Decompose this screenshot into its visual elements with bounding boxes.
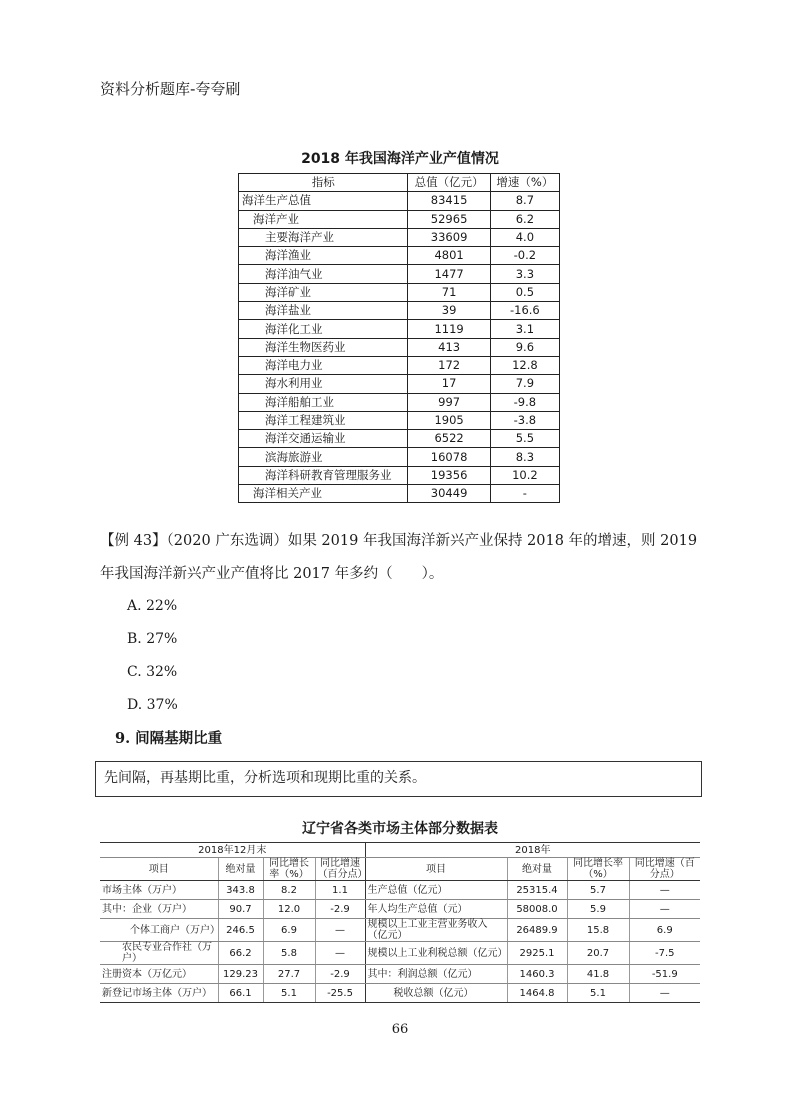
growth-cell: 3.3 (490, 265, 559, 283)
value-cell: 1119 (408, 320, 490, 338)
table-row (239, 466, 560, 484)
table-row (100, 942, 700, 965)
value-cell: -51.9 (629, 965, 700, 984)
value-cell: 71 (408, 283, 490, 301)
item-cell: 其中：利润总额（亿元） (365, 965, 507, 984)
indicator-cell: 海洋船舶工业 (239, 393, 408, 411)
value-cell: 30449 (408, 485, 490, 503)
value-cell: 5.7 (567, 881, 629, 900)
value-cell: — (629, 900, 700, 919)
growth-cell: -16.6 (490, 302, 559, 320)
value-cell: 5.9 (567, 900, 629, 919)
item-cell: 年人均生产总值（元） (365, 900, 507, 919)
item-cell: 规模以上工业利税总额（亿元） (365, 942, 507, 965)
value-cell: 16078 (408, 448, 490, 466)
value-cell: 39 (408, 302, 490, 320)
column-header: 总值（亿元） (408, 174, 490, 192)
item-cell: 注册资本（万亿元） (100, 965, 218, 984)
growth-cell: 5.5 (490, 430, 559, 448)
table-row (239, 247, 560, 265)
table-row (239, 393, 560, 411)
value-cell: 343.8 (218, 881, 263, 900)
value-cell: 2925.1 (507, 942, 567, 965)
value-cell: 6522 (408, 430, 490, 448)
growth-cell: 4.0 (490, 228, 559, 246)
value-cell: 52965 (408, 210, 490, 228)
value-cell: 66.1 (218, 984, 263, 1003)
page-number: 66 (391, 1022, 409, 1037)
option-b[interactable]: B. 27% (127, 631, 178, 647)
indicator-cell: 海洋工程建筑业 (239, 411, 408, 429)
column-header: 同比增速（百分点） (629, 858, 700, 881)
column-header: 绝对量 (507, 858, 567, 881)
group-header-row (100, 843, 700, 858)
column-header-row (100, 858, 700, 881)
value-cell: — (629, 881, 700, 900)
indicator-cell: 海洋渔业 (239, 247, 408, 265)
column-header: 绝对量 (218, 858, 263, 881)
indicator-cell: 海水利用业 (239, 375, 408, 393)
option-d[interactable]: D. 37% (127, 697, 178, 713)
indicator-cell: 海洋产业 (239, 210, 408, 228)
value-cell: — (315, 919, 365, 942)
growth-cell: 7.9 (490, 375, 559, 393)
value-cell: 8.2 (263, 881, 315, 900)
item-cell: 个体工商户（万户） (100, 919, 218, 942)
column-header: 同比增长率（%） (567, 858, 629, 881)
value-cell: 413 (408, 338, 490, 356)
value-cell: 129.23 (218, 965, 263, 984)
question-line-1: 【例 43】（2020 广东选调）如果 2019 年我国海洋新兴产业保持 2018 年的增速，则 2019 (100, 533, 698, 549)
liaoning-market-table (100, 842, 700, 1003)
table-row (239, 338, 560, 356)
value-cell: -2.9 (315, 900, 365, 919)
table-row (239, 375, 560, 393)
value-cell: 66.2 (218, 942, 263, 965)
indicator-cell: 海洋生产总值 (239, 192, 408, 210)
indicator-cell: 海洋盐业 (239, 302, 408, 320)
growth-cell: 9.6 (490, 338, 559, 356)
value-cell: 1905 (408, 411, 490, 429)
growth-cell: -3.8 (490, 411, 559, 429)
value-cell: 17 (408, 375, 490, 393)
option-a[interactable]: A. 22% (127, 598, 178, 614)
item-cell: 新登记市场主体（万户） (100, 984, 218, 1003)
value-cell: 58008.0 (507, 900, 567, 919)
indicator-cell: 海洋矿业 (239, 283, 408, 301)
table-row (100, 881, 700, 900)
item-cell: 生产总值（亿元） (365, 881, 507, 900)
column-header: 同比增速（百分点） (315, 858, 365, 881)
column-header: 项目 (365, 858, 507, 881)
growth-cell: 8.3 (490, 448, 559, 466)
ocean-industry-table (238, 173, 560, 503)
question-line-2: 年我国海洋新兴产业产值将比 2017 年多约（ ）。 (100, 566, 444, 582)
table-row (100, 965, 700, 984)
indicator-cell: 海洋生物医药业 (239, 338, 408, 356)
value-cell: 15.8 (567, 919, 629, 942)
table-row (239, 485, 560, 503)
value-cell: 12.0 (263, 900, 315, 919)
column-header: 增速（%） (490, 174, 559, 192)
value-cell: -25.5 (315, 984, 365, 1003)
value-cell: 1460.3 (507, 965, 567, 984)
indicator-cell: 海洋化工业 (239, 320, 408, 338)
value-cell: 5.1 (263, 984, 315, 1003)
item-cell: 规模以上工业主营业务收入（亿元） (365, 919, 507, 942)
indicator-cell: 海洋相关产业 (239, 485, 408, 503)
value-cell: 1464.8 (507, 984, 567, 1003)
indicator-cell: 海洋科研教育管理服务业 (239, 466, 408, 484)
table-row (239, 430, 560, 448)
value-cell: — (315, 942, 365, 965)
table-row (239, 302, 560, 320)
value-cell: 27.7 (263, 965, 315, 984)
table-row (239, 411, 560, 429)
indicator-cell: 海洋油气业 (239, 265, 408, 283)
value-cell: 246.5 (218, 919, 263, 942)
value-cell: 997 (408, 393, 490, 411)
growth-cell: - (490, 485, 559, 503)
growth-cell: -0.2 (490, 247, 559, 265)
table-row (100, 984, 700, 1003)
left-group-header: 2018年12月末 (100, 843, 365, 858)
value-cell: 6.9 (629, 919, 700, 942)
value-cell: 26489.9 (507, 919, 567, 942)
table-row (239, 283, 560, 301)
column-header: 指标 (239, 174, 408, 192)
section-title: 9. 间隔基期比重 (115, 730, 223, 747)
option-c[interactable]: C. 32% (127, 664, 178, 680)
indicator-cell: 海洋交通运输业 (239, 430, 408, 448)
table-row (239, 192, 560, 210)
tip-box: 先间隔，再基期比重，分析选项和现期比重的关系。 (95, 761, 702, 797)
growth-cell: 10.2 (490, 466, 559, 484)
indicator-cell: 海洋电力业 (239, 356, 408, 374)
table1-title: 2018 年我国海洋产业产值情况 (301, 151, 499, 167)
value-cell: 1477 (408, 265, 490, 283)
value-cell: — (629, 984, 700, 1003)
growth-cell: 3.1 (490, 320, 559, 338)
value-cell: 5.1 (567, 984, 629, 1003)
growth-cell: 12.8 (490, 356, 559, 374)
column-header: 同比增长率（%） (263, 858, 315, 881)
table-row (239, 448, 560, 466)
item-cell: 市场主体（万户） (100, 881, 218, 900)
indicator-cell: 主要海洋产业 (239, 228, 408, 246)
value-cell: 25315.4 (507, 881, 567, 900)
value-cell: 20.7 (567, 942, 629, 965)
value-cell: 41.8 (567, 965, 629, 984)
indicator-cell: 滨海旅游业 (239, 448, 408, 466)
table2-title: 辽宁省各类市场主体部分数据表 (302, 821, 498, 837)
value-cell: 90.7 (218, 900, 263, 919)
table-header-row (239, 174, 560, 192)
value-cell: 4801 (408, 247, 490, 265)
value-cell: 83415 (408, 192, 490, 210)
table-row (100, 900, 700, 919)
value-cell: 5.8 (263, 942, 315, 965)
value-cell: 172 (408, 356, 490, 374)
value-cell: -2.9 (315, 965, 365, 984)
growth-cell: 8.7 (490, 192, 559, 210)
value-cell: 33609 (408, 228, 490, 246)
table-row (239, 320, 560, 338)
growth-cell: 0.5 (490, 283, 559, 301)
table-row (239, 210, 560, 228)
value-cell: -7.5 (629, 942, 700, 965)
table-row (239, 228, 560, 246)
value-cell: 6.9 (263, 919, 315, 942)
column-header: 项目 (100, 858, 218, 881)
page-header: 资料分析题库-夸夸刷 (100, 80, 241, 98)
table-row (100, 919, 700, 942)
item-cell: 农民专业合作社（万户） (100, 942, 218, 965)
growth-cell: 6.2 (490, 210, 559, 228)
value-cell: 19356 (408, 466, 490, 484)
item-cell: 税收总额（亿元） (365, 984, 507, 1003)
value-cell: 1.1 (315, 881, 365, 900)
table-row (239, 265, 560, 283)
table-row (239, 356, 560, 374)
right-group-header: 2018年 (365, 843, 700, 858)
growth-cell: -9.8 (490, 393, 559, 411)
item-cell: 其中：企业（万户） (100, 900, 218, 919)
